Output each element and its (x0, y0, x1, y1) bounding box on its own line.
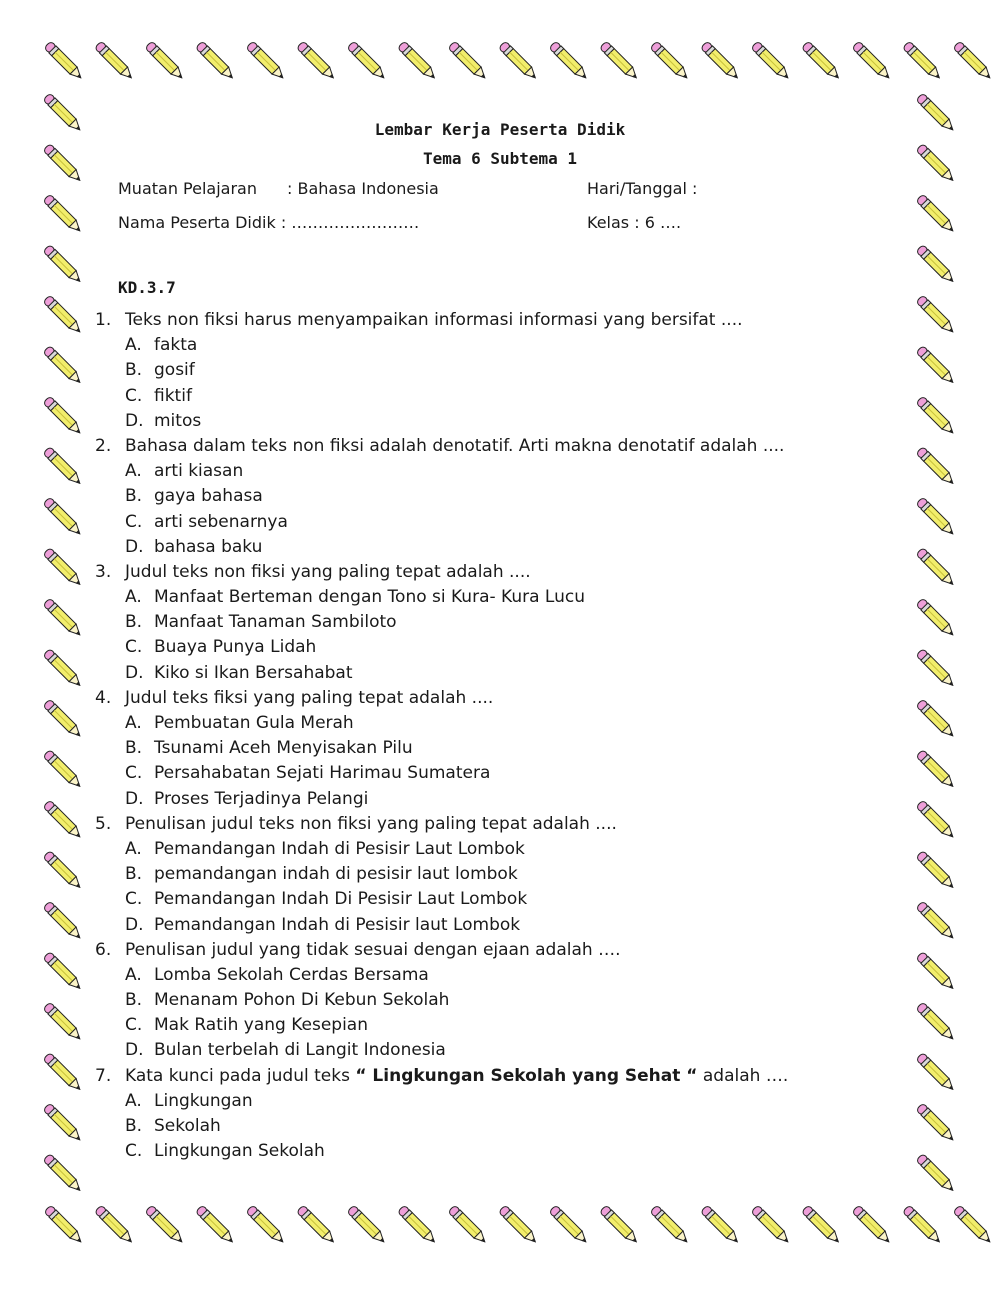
option-letter: A. (125, 964, 142, 985)
option-text: Menanam Pohon Di Kebun Sekolah (154, 990, 450, 1011)
answer-option[interactable] (95, 635, 945, 660)
option-letter: C. (125, 385, 143, 406)
pencil-icon (448, 41, 488, 81)
option-text: Manfaat Tanaman Sambiloto (154, 612, 397, 633)
pencil-icon (43, 1103, 83, 1143)
answer-option[interactable] (95, 535, 945, 560)
question-text: Judul teks non fiksi yang paling tepat adalah .... (125, 561, 531, 582)
question-item (95, 938, 945, 963)
pencil-icon (751, 1205, 791, 1245)
answer-option[interactable] (95, 333, 945, 358)
option-text: fakta (154, 335, 198, 356)
question-number: 5. (95, 813, 112, 834)
question-item (95, 434, 945, 459)
pencil-icon (700, 41, 740, 81)
pencil-icon (145, 1205, 185, 1245)
pencil-icon (397, 41, 437, 81)
option-text: Persahabatan Sejati Harimau Sumatera (154, 763, 491, 784)
option-text: Pembuatan Gula Merah (154, 713, 354, 733)
option-letter: A. (125, 461, 142, 482)
pencil-icon (43, 1153, 83, 1193)
pencil-icon (549, 1205, 589, 1245)
option-text: bahasa baku (154, 536, 263, 557)
question-number: 7. (95, 1065, 112, 1086)
answer-option[interactable] (95, 837, 945, 862)
answer-option[interactable] (95, 484, 945, 509)
option-text: Kiko si Ikan Bersahabat (154, 662, 353, 683)
option-text: fiktif (154, 385, 192, 406)
question-text-post: adalah …. (697, 1065, 789, 1086)
option-text: gaya bahasa (154, 486, 263, 507)
question-text: Bahasa dalam teks non fiksi adalah denotatif. Arti makna denotatif adalah .... (125, 435, 785, 456)
option-letter: B. (125, 360, 143, 381)
answer-option[interactable] (95, 1089, 945, 1114)
answer-option[interactable] (95, 1139, 945, 1164)
pencil-icon (43, 497, 83, 537)
question-text: Penulisan judul yang tidak sesuai dengan ejaan adalah …. (125, 939, 621, 960)
option-text: Lingkungan (154, 1090, 253, 1111)
option-letter: C. (125, 1015, 143, 1036)
hari-tanggal-label: Hari/Tanggal : (587, 179, 698, 198)
muatan-value: : Bahasa Indonesia (287, 179, 439, 198)
question-keyword-title: “ Lingkungan Sekolah yang Sehat “ (355, 1065, 698, 1086)
option-letter: D. (125, 788, 144, 809)
pencil-icon (599, 41, 639, 81)
pencil-icon (43, 699, 83, 739)
muatan-label: Muatan Pelajaran (118, 179, 257, 198)
option-letter: B. (125, 864, 143, 885)
answer-option[interactable] (95, 409, 945, 434)
option-letter: D. (125, 662, 144, 683)
option-letter: C. (125, 637, 143, 658)
kd-label: KD.3.7 (118, 278, 176, 297)
answer-option[interactable] (95, 1013, 945, 1038)
answer-option[interactable] (95, 459, 945, 484)
answer-option[interactable] (95, 736, 945, 761)
pencil-icon (195, 41, 235, 81)
pencil-icon (43, 345, 83, 385)
option-text: Proses Terjadinya Pelangi (154, 788, 369, 809)
question-item (95, 560, 945, 585)
question-item (95, 1064, 945, 1089)
option-text: Lingkungan Sekolah (154, 1141, 325, 1162)
question-number: 2. (95, 435, 112, 456)
pencil-icon (953, 1205, 993, 1245)
pencil-icon (902, 41, 942, 81)
answer-option[interactable] (95, 1114, 945, 1139)
option-text: Lomba Sekolah Cerdas Bersama (154, 964, 429, 985)
question-list (95, 308, 945, 1164)
option-text: gosif (154, 360, 195, 381)
pencil-icon (347, 1205, 387, 1245)
answer-option[interactable] (95, 585, 945, 610)
option-letter: C. (125, 1141, 143, 1162)
pencil-icon (650, 41, 690, 81)
pencil-icon (296, 1205, 336, 1245)
pencil-icon (700, 1205, 740, 1245)
worksheet-subtitle: Tema 6 Subtema 1 (422, 149, 578, 168)
answer-option[interactable] (95, 761, 945, 786)
option-text: mitos (154, 410, 202, 431)
pencil-icon (448, 1205, 488, 1245)
option-text: Pemandangan Indah Di Pesisir Laut Lombok (154, 889, 528, 910)
pencil-icon (953, 41, 993, 81)
pencil-icon (246, 1205, 286, 1245)
pencil-icon (43, 396, 83, 436)
pencil-icon (43, 1002, 83, 1042)
pencil-icon (296, 41, 336, 81)
answer-option[interactable] (95, 384, 945, 409)
question-item (95, 308, 945, 333)
option-letter: B. (125, 738, 143, 759)
pencil-icon (43, 901, 83, 941)
question-number: 4. (95, 687, 112, 708)
option-letter: A. (125, 713, 142, 733)
worksheet-title: Lembar Kerja Peserta Didik (374, 120, 626, 139)
pencil-icon (94, 1205, 134, 1245)
pencil-icon (43, 244, 83, 284)
answer-option[interactable] (95, 887, 945, 912)
pencil-icon (916, 244, 956, 284)
option-text: arti sebenarnya (154, 511, 288, 532)
pencil-icon (549, 41, 589, 81)
option-text: arti kiasan (154, 461, 244, 482)
pencil-icon (44, 41, 84, 81)
question-item (95, 812, 945, 837)
pencil-icon (43, 295, 83, 335)
pencil-icon (43, 194, 83, 234)
pencil-icon (902, 1205, 942, 1245)
pencil-icon (498, 1205, 538, 1245)
pencil-icon (751, 41, 791, 81)
answer-option[interactable] (95, 862, 945, 887)
pencil-icon (43, 1052, 83, 1092)
pencil-icon (498, 41, 538, 81)
kelas-label: Kelas : 6 …. (587, 213, 682, 232)
answer-option[interactable] (95, 661, 945, 686)
option-text: Mak Ratih yang Kesepian (154, 1015, 368, 1036)
pencil-icon (43, 648, 83, 688)
option-letter: C. (125, 511, 143, 532)
option-letter: D. (125, 1040, 144, 1061)
pencil-icon (397, 1205, 437, 1245)
answer-option[interactable] (95, 913, 945, 938)
question-number: 3. (95, 561, 112, 582)
pencil-icon (43, 800, 83, 840)
pencil-icon (44, 1205, 84, 1245)
option-letter: B. (125, 1116, 143, 1136)
answer-option[interactable] (95, 711, 945, 736)
pencil-icon (801, 1205, 841, 1245)
pencil-icon (246, 41, 286, 81)
question-text-pre: Kata kunci pada judul teks (125, 1065, 356, 1086)
answer-option[interactable] (95, 510, 945, 535)
answer-option[interactable] (95, 963, 945, 988)
option-letter: A. (125, 587, 142, 608)
option-text: Pemandangan Indah di Pesisir laut Lombok (154, 914, 521, 935)
option-letter: B. (125, 486, 143, 507)
pencil-icon (43, 598, 83, 638)
pencil-icon (145, 41, 185, 81)
option-text: Tsunami Aceh Menyisakan Pilu (154, 738, 413, 759)
pencil-icon (43, 749, 83, 789)
answer-option[interactable] (95, 1038, 945, 1063)
option-text: Pemandangan Indah di Pesisir Laut Lombok (154, 838, 525, 859)
pencil-icon (650, 1205, 690, 1245)
option-letter: C. (125, 889, 143, 910)
pencil-icon (852, 1205, 892, 1245)
pencil-icon (801, 41, 841, 81)
option-letter: D. (125, 914, 144, 935)
question-number: 1. (95, 310, 112, 330)
pencil-icon (43, 850, 83, 890)
question-text (125, 1064, 788, 1089)
pencil-icon (347, 41, 387, 81)
option-letter: B. (125, 612, 143, 633)
pencil-icon (852, 41, 892, 81)
option-text: Manfaat Berteman dengan Tono si Kura- Kura Lucu (154, 587, 585, 608)
answer-option[interactable] (95, 610, 945, 635)
answer-option[interactable] (95, 988, 945, 1013)
pencil-icon (599, 1205, 639, 1245)
option-letter: D. (125, 410, 144, 431)
option-letter: D. (125, 536, 144, 557)
question-text: Judul teks fiksi yang paling tepat adalah .... (125, 687, 494, 708)
nama-peserta-label: Nama Peserta Didik : …………………… (118, 213, 420, 232)
option-letter: A. (125, 335, 142, 356)
answer-option[interactable] (95, 787, 945, 812)
option-letter: C. (125, 763, 143, 784)
pencil-icon (916, 194, 956, 234)
pencil-icon (43, 446, 83, 486)
answer-option[interactable] (95, 358, 945, 383)
question-text: Penulisan judul teks non fiksi yang paling tepat adalah .... (125, 813, 617, 834)
question-text: Teks non fiksi harus menyampaikan informasi informasi yang bersifat .... (125, 310, 743, 330)
question-number: 6. (95, 939, 112, 960)
option-text: Buaya Punya Lidah (154, 637, 317, 658)
option-text: Bulan terbelah di Langit Indonesia (154, 1040, 446, 1061)
pencil-icon (94, 41, 134, 81)
option-letter: A. (125, 1090, 142, 1111)
question-item (95, 686, 945, 711)
option-letter: B. (125, 990, 143, 1011)
pencil-icon (43, 951, 83, 991)
option-text: Sekolah (154, 1116, 221, 1136)
pencil-icon (195, 1205, 235, 1245)
option-letter: A. (125, 838, 142, 859)
option-text: pemandangan indah di pesisir laut lombok (154, 864, 518, 885)
pencil-icon (43, 547, 83, 587)
